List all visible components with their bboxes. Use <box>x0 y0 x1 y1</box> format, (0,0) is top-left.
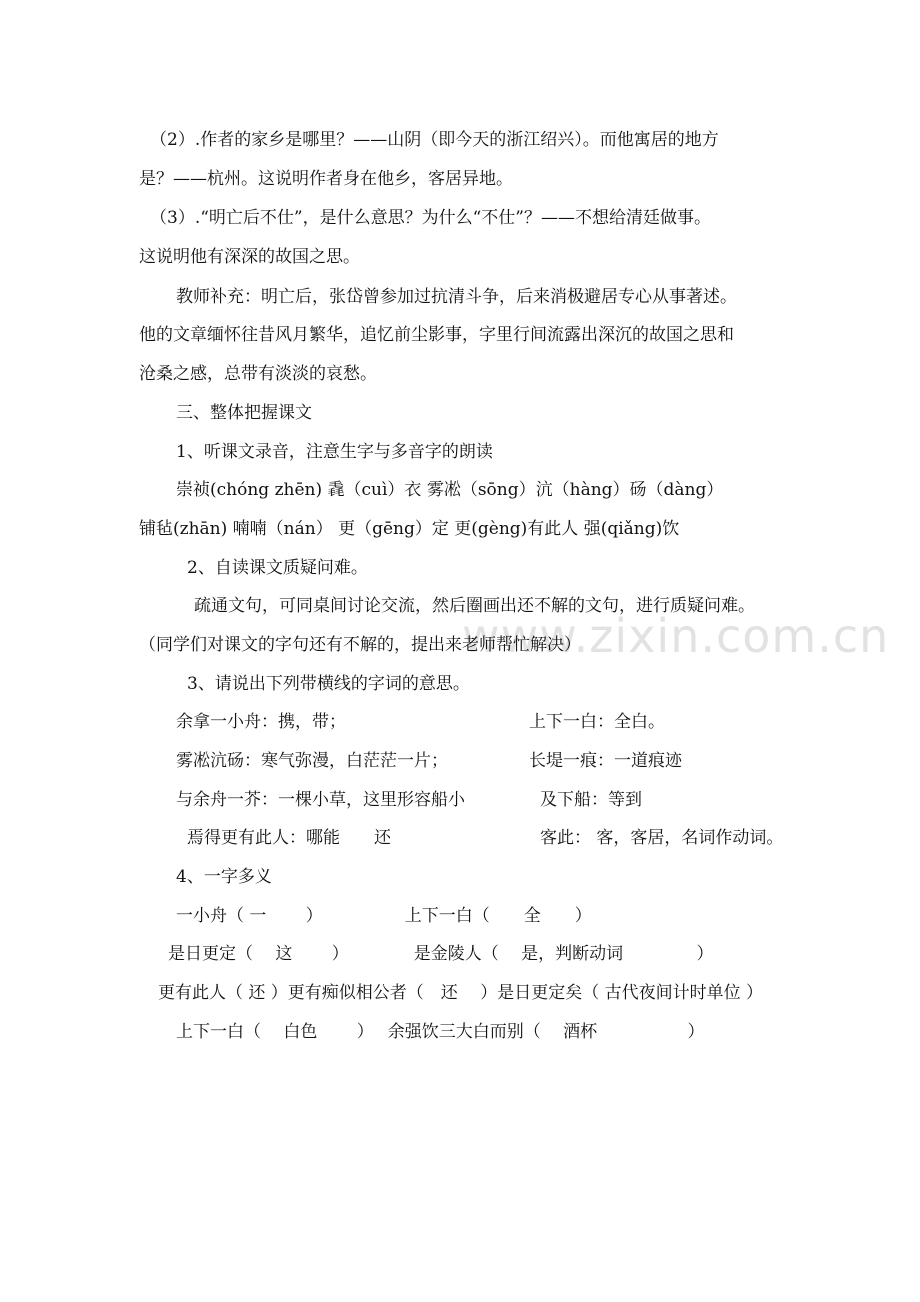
question-3-line-1: （3）.“明亡后不仕”，是什么意思？为什么“不仕”？——不想给清廷做事。 <box>150 208 711 228</box>
pinyin-line-1: 崇祯(chóng zhēn) 毳（cuì）衣 雾凇（sōng）沆（hàng）砀（dàng） <box>176 480 724 500</box>
polysemy-line-3: 更有此人（ 还 ）更有痴似相公者（ 还 ）是日更定矣（ 古代夜间计时单位 ） <box>158 983 764 1003</box>
polysemy-line-1: 一小舟（ 一 ） 上下一白（ 全 ） <box>176 906 592 926</box>
question-2-line-2: 是？——杭州。这说明作者身在他乡，客居异地。 <box>139 169 513 189</box>
step-2-line-1: 疏通文句，可同桌间讨论交流，然后圈画出还不解的文句，进行质疑问难。 <box>194 596 755 616</box>
vocab-row-3-right: 及下船：等到 <box>540 790 642 810</box>
vocab-row-4-right: 客此： 客，客居，名词作动词。 <box>540 828 784 848</box>
step-4-title: 4、一字多义 <box>176 867 272 887</box>
watermark: www.zixin.com.cn <box>462 609 890 663</box>
teacher-note-line-3: 沧桑之感，总带有淡淡的哀愁。 <box>139 364 377 384</box>
teacher-note-line-2: 他的文章缅怀往昔风月繁华，追忆前尘影事，字里行间流露出深沉的故国之思和 <box>139 325 734 345</box>
step-1-title: 1、听课文录音，注意生字与多音字的朗读 <box>176 442 493 462</box>
polysemy-line-4: 上下一白（ 白色 ） 余强饮三大白而别（ 酒杯 ） <box>176 1022 705 1042</box>
vocab-row-1-left: 余拿一小舟：携，带； <box>176 712 346 732</box>
step-3-title: 3、请说出下列带横线的字词的意思。 <box>187 674 470 694</box>
teacher-note-line-1: 教师补充：明亡后，张岱曾参加过抗清斗争，后来消极避居专心从事著述。 <box>176 287 737 307</box>
polysemy-line-2: 是日更定（ 这 ） 是金陵人（ 是，判断动词 ） <box>168 944 714 964</box>
vocab-row-2-right: 长堤一痕：一道痕迹 <box>529 751 682 771</box>
question-2-line-1: （2）.作者的家乡是哪里？——山阴（即今天的浙江绍兴）。而他寓居的地方 <box>150 130 719 150</box>
pinyin-line-2: 铺毡(zhān) 喃喃（nán） 更（gēng）定 更(gèng)有此人 强(qiǎng)饮 <box>139 519 680 539</box>
vocab-row-2-left: 雾凇沆砀：寒气弥漫，白茫茫一片； <box>176 751 448 771</box>
vocab-row-4-left: 焉得更有此人：哪能 还 <box>187 828 391 848</box>
step-2-title: 2、自读课文质疑问难。 <box>187 558 368 578</box>
step-2-line-2: （同学们对课文的字句还有不解的，提出来老师帮忙解决） <box>139 635 581 655</box>
vocab-row-1-right: 上下一白：全白。 <box>529 712 665 732</box>
vocab-row-3-left: 与余舟一芥：一棵小草，这里形容船小 <box>176 790 465 810</box>
question-3-line-2: 这说明他有深深的故国之思。 <box>139 247 360 267</box>
section-heading: 三、整体把握课文 <box>176 403 312 423</box>
